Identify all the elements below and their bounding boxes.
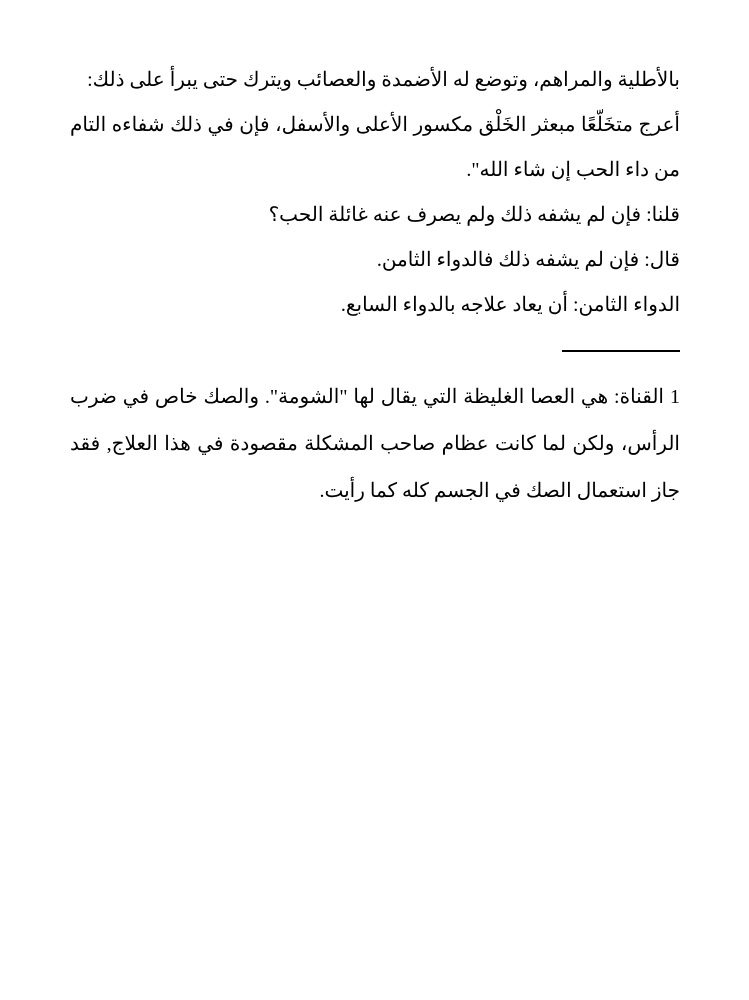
footnote bbox=[70, 374, 680, 515]
paragraph-4: قال: فإن لم يشفه ذلك فالدواء الثامن. bbox=[376, 249, 680, 271]
body-text bbox=[70, 58, 680, 328]
paragraph-3: قلنا: فإن لم يشفه ذلك ولم يصرف عنه غائلة الحب؟ bbox=[268, 204, 680, 226]
paragraph-2: أعرج متخَلّعًا مبعثر الخَلْق مكسور الأعلى والأسفل، فإن في ذلك شفاءه التام من داء الحب إن شاء الله". bbox=[70, 114, 680, 181]
paragraph-5: الدواء الثامن: أن يعاد علاجه بالدواء السابع. bbox=[340, 294, 680, 316]
footnote-text: القناة: هي العصا الغليظة التي يقال لها "الشومة". والصك خاص في ضرب الرأس، ولكن لما كانت عظام صاحب المشكلة مقصودة في هذا العلاج, فقد جاز استعمال الصك في الجسم كله كما رأيت. bbox=[70, 386, 680, 502]
paragraph-1: بالأطلية والمراهم، وتوضع له الأضمدة والعصائب ويترك حتى يبرأ على ذلك: bbox=[87, 69, 680, 91]
footnote-number: 1 bbox=[670, 386, 680, 408]
footnote-separator bbox=[562, 350, 680, 352]
document-page bbox=[70, 58, 680, 515]
